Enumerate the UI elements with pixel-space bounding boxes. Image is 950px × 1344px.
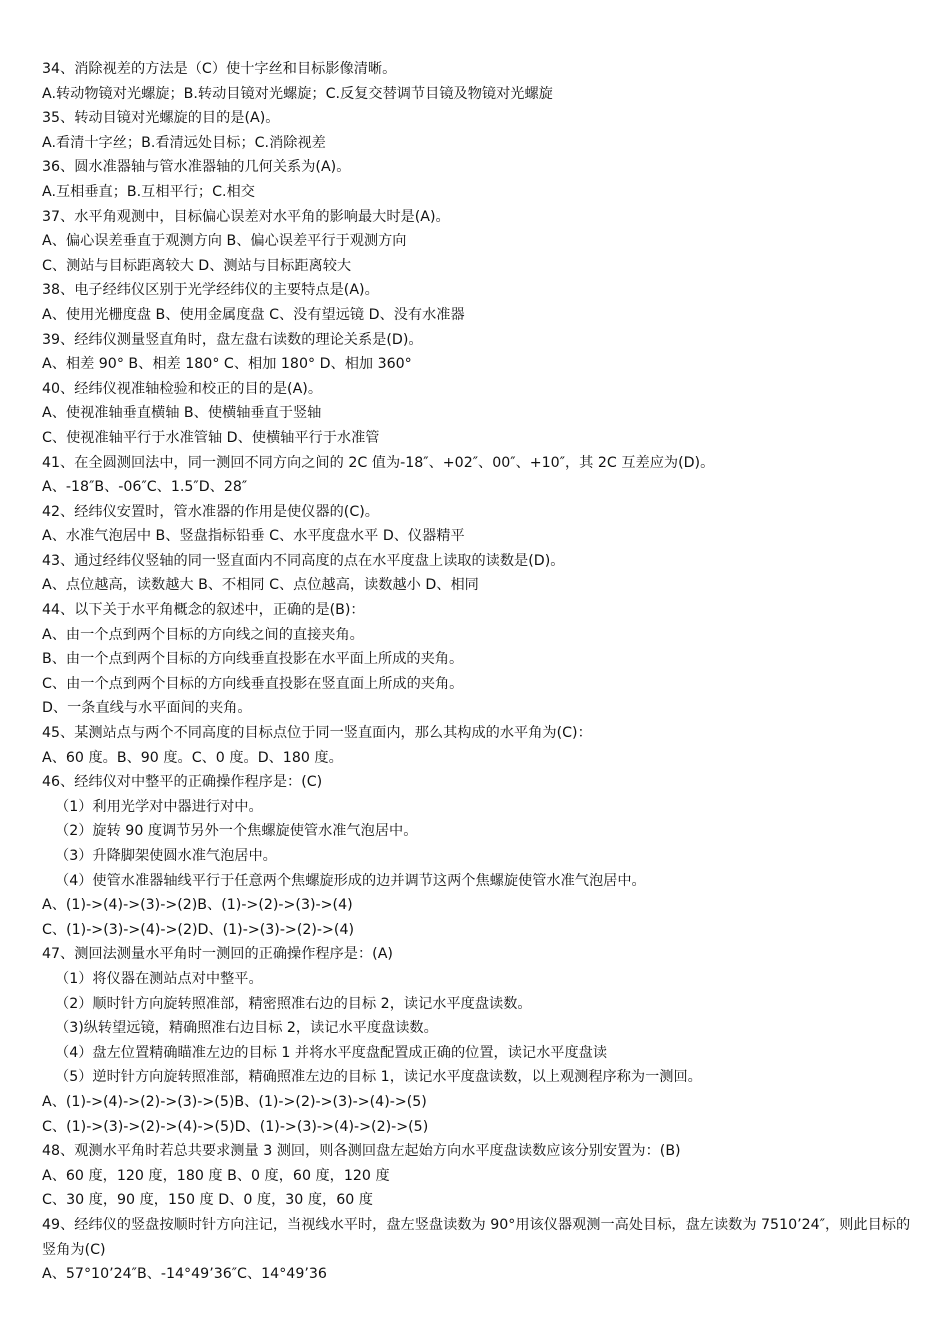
- text-line: （5）逆时针方向旋转照准部，精确照准左边的目标 1，读记水平度盘读数，以上观测程序称为一测回。: [55, 1069, 702, 1086]
- text-line: A、点位越高，读数越大 B、不相同 C、点位越高，读数越小 D、相同: [42, 577, 479, 594]
- text-line: A、(1)->(4)->(2)->(3)->(5)B、(1)->(2)->(3)->(4)->(5): [42, 1093, 427, 1110]
- text-line: 34、消除视差的方法是（C）使十字丝和目标影像清晰。: [42, 61, 397, 77]
- text-line: 39、经纬仪测量竖直角时，盘左盘右读数的理论关系是(D)。: [42, 331, 423, 348]
- text-line: A.看清十字丝；B.看清远处目标；C.消除视差: [42, 134, 326, 151]
- text-line: A、偏心误差垂直于观测方向 B、偏心误差平行于观测方向: [42, 233, 407, 250]
- text-line: A.转动物镜对光螺旋；B.转动目镜对光螺旋；C.反复交替调节目镜及物镜对光螺旋: [42, 85, 553, 102]
- text-line: A、由一个点到两个目标的方向线之间的直接夹角。: [42, 626, 364, 643]
- text-line: 49、经纬仪的竖盘按顺时针方向注记，当视线水平时，盘左竖盘读数为 90°用该仪器观测一高处目标，盘左读数为 7510’24″，则此目标的竖角为(C): [42, 1216, 911, 1258]
- text-line: A、使视准轴垂直横轴 B、使横轴垂直于竖轴: [42, 405, 322, 422]
- text-line: D、一条直线与水平面间的夹角。: [42, 700, 252, 717]
- text-line: （1）利用光学对中器进行对中。: [55, 798, 263, 815]
- text-line: 35、转动目镜对光螺旋的目的是(A)。: [42, 110, 280, 127]
- text-line: 44、以下关于水平角概念的叙述中，正确的是(B)：: [42, 602, 365, 619]
- text-line: 41、在全圆测回法中，同一测回不同方向之间的 2C 值为-18″、+02″、00″、+10″，其 2C 互差应为(D)。: [42, 454, 715, 471]
- text-line: 43、通过经纬仪竖轴的同一竖直面内不同高度的点在水平度盘上读取的读数是(D)。: [42, 552, 565, 569]
- text-line: （1）将仪器在测站点对中整平。: [55, 970, 263, 987]
- text-line: C、(1)->(3)->(2)->(4)->(5)D、(1)->(3)->(4)->(2)->(5): [42, 1118, 429, 1135]
- text-line: 45、某测站点与两个不同高度的目标点位于同一竖直面内，那么其构成的水平角为(C)：: [42, 725, 592, 742]
- text-line: A、-18″B、-06″C、1.5″D、28″: [42, 479, 248, 496]
- text-line: （3）升降脚架使圆水准气泡居中。: [55, 848, 277, 864]
- text-line: 38、电子经纬仪区别于光学经纬仪的主要特点是(A)。: [42, 282, 379, 299]
- text-line: C、30 度，90 度，150 度 D、0 度，30 度，60 度: [42, 1192, 373, 1209]
- text-line: （2）顺时针方向旋转照准部，精密照准右边的目标 2，读记水平度盘读数。: [55, 995, 532, 1012]
- text-line: C、(1)->(3)->(4)->(2)D、(1)->(3)->(2)->(4): [42, 921, 355, 938]
- document-body: [42, 57, 917, 1287]
- text-line: C、由一个点到两个目标的方向线垂直投影在竖直面上所成的夹角。: [42, 675, 464, 692]
- text-line: A、使用光栅度盘 B、使用金属度盘 C、没有望远镜 D、没有水准器: [42, 306, 465, 323]
- text-line: 47、测回法测量水平角时一测回的正确操作程序是：(A): [42, 946, 393, 963]
- text-line: 46、经纬仪对中整平的正确操作程序是：(C): [42, 774, 323, 791]
- text-line: A、(1)->(4)->(3)->(2)B、(1)->(2)->(3)->(4): [42, 897, 353, 914]
- text-line: A、60 度，120 度，180 度 B、0 度，60 度，120 度: [42, 1167, 390, 1184]
- text-line: 42、经纬仪安置时，管水准器的作用是使仪器的(C)。: [42, 503, 379, 520]
- text-line: A、57°10’24″B、-14°49’36″C、14°49’36: [42, 1266, 327, 1283]
- text-line: A、相差 90° B、相差 180° C、相加 180° D、相加 360°: [42, 356, 412, 373]
- text-line: C、测站与目标距离较大 D、测站与目标距离较大: [42, 257, 352, 274]
- text-line: 48、观测水平角时若总共要求测量 3 测回，则各测回盘左起始方向水平度盘读数应该分别安置为：(B): [42, 1143, 681, 1160]
- text-line: 36、圆水准器轴与管水准器轴的几何关系为(A)。: [42, 159, 351, 176]
- text-line: （4）使管水准器轴线平行于任意两个焦螺旋形成的边并调节这两个焦螺旋使管水准气泡居中。: [55, 872, 646, 889]
- text-line: 37、水平角观测中，目标偏心误差对水平角的影响最大时是(A)。: [42, 208, 450, 225]
- text-line: （2）旋转 90 度调节另外一个焦螺旋使管水准气泡居中。: [55, 823, 418, 840]
- text-line: （4）盘左位置精确瞄准左边的目标 1 并将水平度盘配置成正确的位置，读记水平度盘读: [55, 1044, 608, 1061]
- text-line: C、使视准轴平行于水准管轴 D、使横轴平行于水准管: [42, 429, 380, 446]
- text-line: 40、经纬仪视准轴检验和校正的目的是(A)。: [42, 380, 323, 397]
- text-line: （3)纵转望远镜，精确照准右边目标 2，读记水平度盘读数。: [55, 1020, 438, 1037]
- text-line: A.互相垂直；B.互相平行；C.相交: [42, 183, 255, 200]
- text-line: B、由一个点到两个目标的方向线垂直投影在水平面上所成的夹角。: [42, 651, 464, 668]
- text-line: A、60 度。B、90 度。C、0 度。D、180 度。: [42, 749, 343, 766]
- text-line: A、水准气泡居中 B、竖盘指标铅垂 C、水平度盘水平 D、仪器精平: [42, 528, 465, 545]
